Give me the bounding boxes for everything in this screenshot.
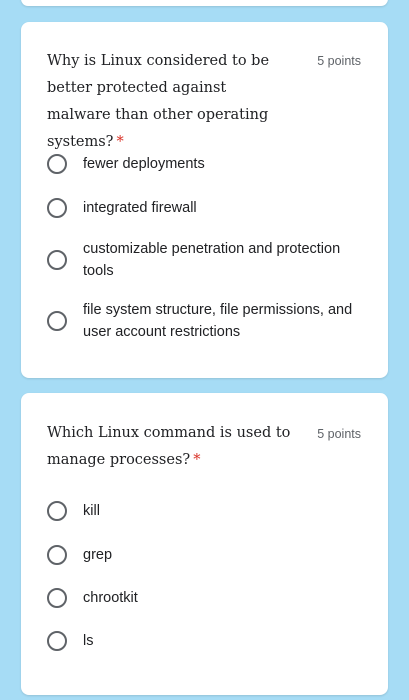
question-text: Which Linux command is used to manage processes? <box>47 425 291 468</box>
radio-button-icon[interactable] <box>47 501 67 521</box>
option-label: kill <box>83 503 100 519</box>
radio-button-icon[interactable] <box>47 250 67 270</box>
question-text: Why is Linux considered to be better protected against malware than other operating systems? <box>47 53 270 150</box>
radio-option-grep[interactable] <box>47 544 367 566</box>
radio-button-icon[interactable] <box>47 588 67 608</box>
option-label: ls <box>83 633 94 649</box>
question-title <box>47 420 292 474</box>
option-label: fewer deployments <box>83 156 205 172</box>
question-card-2 <box>21 393 388 695</box>
points-label: 5 points <box>317 427 361 441</box>
radio-option-kill[interactable] <box>47 500 367 522</box>
option-label: customizable penetration and protection tools <box>83 241 341 279</box>
radio-option-ls[interactable] <box>47 630 367 652</box>
radio-button-icon[interactable] <box>47 198 67 218</box>
points-label: 5 points <box>317 54 361 68</box>
radio-option-chrootkit[interactable] <box>47 587 367 609</box>
option-label: grep <box>83 547 113 563</box>
required-asterisk: * <box>193 452 201 468</box>
radio-button-icon[interactable] <box>47 545 67 565</box>
radio-button-icon[interactable] <box>47 631 67 651</box>
radio-option-penetration-tools[interactable] <box>47 238 367 282</box>
option-label: file system structure, file permissions, and user account restrictions <box>83 302 353 340</box>
question-title <box>47 48 285 156</box>
required-asterisk: * <box>116 134 124 150</box>
radio-option-fewer-deployments[interactable] <box>47 153 367 175</box>
option-label: integrated firewall <box>83 200 197 216</box>
previous-question-card <box>21 0 388 6</box>
radio-button-icon[interactable] <box>47 311 67 331</box>
radio-option-file-system-structure[interactable] <box>47 299 367 343</box>
radio-button-icon[interactable] <box>47 154 67 174</box>
question-card-1 <box>21 22 388 378</box>
radio-option-integrated-firewall[interactable] <box>47 197 367 219</box>
option-label: chrootkit <box>83 590 138 606</box>
